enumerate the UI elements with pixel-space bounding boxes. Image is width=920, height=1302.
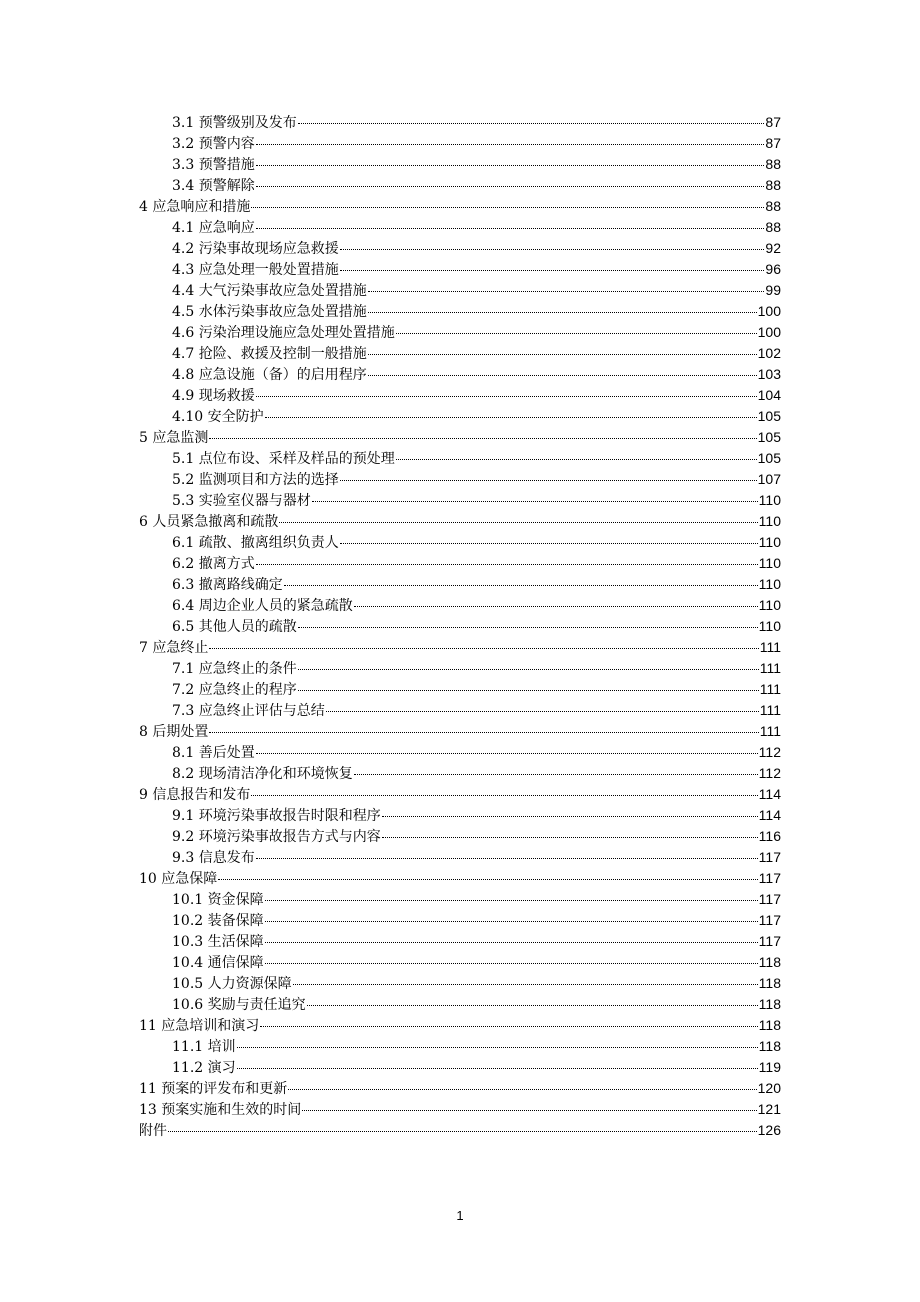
toc-dot-leader xyxy=(260,1026,757,1027)
toc-entry[interactable] xyxy=(139,1036,781,1057)
toc-entry-page: 110 xyxy=(758,618,781,634)
toc-entry[interactable] xyxy=(139,889,781,910)
toc-dot-leader xyxy=(218,879,757,880)
toc-entry[interactable] xyxy=(139,805,781,826)
toc-entry[interactable] xyxy=(139,364,781,385)
toc-entry-title: 6.3 撤离路线确定 xyxy=(172,577,283,593)
toc-entry[interactable] xyxy=(139,847,781,868)
toc-entry-page: 87 xyxy=(765,135,781,151)
toc-dot-leader xyxy=(265,900,758,901)
toc-entry-title: 6.4 周边企业人员的紧急疏散 xyxy=(172,598,353,614)
toc-entry-page: 118 xyxy=(758,954,781,970)
toc-dot-leader xyxy=(209,648,758,649)
toc-entry-title: 9 信息报告和发布 xyxy=(139,787,251,803)
toc-entry-title: 4.4 大气污染事故应急处置措施 xyxy=(172,283,367,299)
toc-entry[interactable] xyxy=(139,238,781,259)
toc-dot-leader xyxy=(251,207,764,208)
toc-entry-title: 11 预案的评发布和更新 xyxy=(139,1081,288,1097)
toc-entry[interactable] xyxy=(139,259,781,280)
toc-dot-leader xyxy=(256,396,757,397)
toc-entry[interactable] xyxy=(139,952,781,973)
toc-entry[interactable] xyxy=(139,910,781,931)
toc-entry-title: 6.2 撤离方式 xyxy=(172,556,255,572)
toc-dot-leader xyxy=(298,123,765,124)
toc-entry[interactable] xyxy=(139,1120,781,1141)
toc-entry-page: 117 xyxy=(758,912,781,928)
toc-dot-leader xyxy=(340,270,765,271)
toc-dot-leader xyxy=(256,144,765,145)
toc-entry-page: 118 xyxy=(758,1038,781,1054)
toc-dot-leader xyxy=(298,690,759,691)
toc-entry[interactable] xyxy=(139,280,781,301)
toc-dot-leader xyxy=(168,1131,757,1132)
toc-entry-title: 4.1 应急响应 xyxy=(172,220,255,236)
toc-entry-title: 4.8 应急设施（备）的启用程序 xyxy=(172,367,367,383)
toc-dot-leader xyxy=(396,459,757,460)
toc-dot-leader xyxy=(298,627,758,628)
toc-dot-leader xyxy=(368,354,757,355)
toc-entry-page: 112 xyxy=(758,765,781,781)
toc-entry-title: 5 应急监测 xyxy=(139,430,209,446)
toc-entry-title: 8.1 善后处置 xyxy=(172,745,255,761)
toc-entry-title: 8 后期处置 xyxy=(139,724,209,740)
toc-entry-page: 116 xyxy=(758,828,781,844)
toc-entry-page: 111 xyxy=(759,702,781,718)
toc-entry-title: 6 人员紧急撤离和疏散 xyxy=(139,514,279,530)
toc-dot-leader xyxy=(382,816,758,817)
toc-dot-leader xyxy=(256,753,758,754)
toc-dot-leader xyxy=(368,291,765,292)
toc-entry[interactable] xyxy=(139,1078,781,1099)
toc-entry-title: 附件 xyxy=(139,1123,167,1139)
toc-entry[interactable] xyxy=(139,700,781,721)
toc-entry-title: 7.2 应急终止的程序 xyxy=(172,682,297,698)
toc-entry-page: 103 xyxy=(757,366,781,382)
toc-dot-leader xyxy=(256,564,758,565)
toc-entry-title: 6.1 疏散、撤离组织负责人 xyxy=(172,535,339,551)
toc-entry[interactable] xyxy=(139,133,781,154)
toc-dot-leader xyxy=(265,921,758,922)
toc-entry-page: 111 xyxy=(759,660,781,676)
toc-dot-leader xyxy=(298,669,759,670)
toc-entry-title: 7 应急终止 xyxy=(139,640,209,656)
table-of-contents xyxy=(139,112,781,1141)
toc-entry[interactable] xyxy=(139,637,781,658)
toc-dot-leader xyxy=(279,522,757,523)
toc-dot-leader xyxy=(237,1068,758,1069)
toc-entry-page: 110 xyxy=(758,513,781,529)
toc-dot-leader xyxy=(265,942,758,943)
toc-entry-title: 4.6 污染治理设施应急处理处置措施 xyxy=(172,325,395,341)
toc-entry[interactable] xyxy=(139,868,781,889)
toc-entry-page: 104 xyxy=(757,387,781,403)
toc-entry-title: 5.1 点位布设、采样及样品的预处理 xyxy=(172,451,395,467)
toc-entry-title: 3.2 预警内容 xyxy=(172,136,255,152)
toc-dot-leader xyxy=(340,543,758,544)
toc-entry-title: 4.9 现场救援 xyxy=(172,388,255,404)
toc-entry-page: 110 xyxy=(758,555,781,571)
toc-dot-leader xyxy=(209,438,756,439)
toc-entry-page: 105 xyxy=(757,408,781,424)
page-number: 1 xyxy=(456,1208,464,1223)
toc-entry-page: 87 xyxy=(765,114,781,130)
toc-entry[interactable] xyxy=(139,763,781,784)
toc-dot-leader xyxy=(265,417,757,418)
toc-entry-page: 110 xyxy=(758,597,781,613)
toc-dot-leader xyxy=(284,585,758,586)
toc-entry-page: 107 xyxy=(757,471,781,487)
toc-entry-page: 114 xyxy=(758,807,781,823)
toc-entry[interactable] xyxy=(139,574,781,595)
toc-entry-title: 13 预案实施和生效的时间 xyxy=(139,1102,302,1118)
toc-entry[interactable] xyxy=(139,994,781,1015)
toc-entry[interactable] xyxy=(139,511,781,532)
toc-entry-title: 4.3 应急处理一般处置措施 xyxy=(172,262,339,278)
toc-entry[interactable] xyxy=(139,322,781,343)
toc-entry-title: 10.3 生活保障 xyxy=(172,934,264,950)
toc-entry-page: 99 xyxy=(765,282,781,298)
toc-entry[interactable] xyxy=(139,784,781,805)
toc-entry-page: 117 xyxy=(758,933,781,949)
toc-entry-title: 7.3 应急终止评估与总结 xyxy=(172,703,325,719)
toc-entry-title: 10 应急保障 xyxy=(139,871,218,887)
toc-entry-page: 114 xyxy=(758,786,781,802)
toc-entry-page: 120 xyxy=(757,1080,781,1096)
toc-entry-title: 9.1 环境污染事故报告时限和程序 xyxy=(172,808,381,824)
toc-entry-title: 3.3 预警措施 xyxy=(172,157,255,173)
toc-entry[interactable] xyxy=(139,343,781,364)
toc-dot-leader xyxy=(265,963,758,964)
toc-entry-title: 11.1 培训 xyxy=(172,1039,236,1055)
toc-entry-title: 5.3 实验室仪器与器材 xyxy=(172,493,311,509)
toc-entry-page: 117 xyxy=(758,849,781,865)
toc-entry-title: 4 应急响应和措施 xyxy=(139,199,251,215)
toc-entry[interactable] xyxy=(139,448,781,469)
toc-dot-leader xyxy=(340,480,757,481)
toc-dot-leader xyxy=(237,1047,758,1048)
toc-dot-leader xyxy=(396,333,757,334)
toc-entry[interactable] xyxy=(139,532,781,553)
toc-entry-page: 110 xyxy=(758,534,781,550)
toc-entry-title: 4.5 水体污染事故应急处置措施 xyxy=(172,304,367,320)
toc-entry[interactable] xyxy=(139,217,781,238)
toc-dot-leader xyxy=(368,375,757,376)
toc-entry[interactable] xyxy=(139,112,781,133)
toc-entry[interactable] xyxy=(139,1015,781,1036)
toc-entry-page: 117 xyxy=(758,870,781,886)
toc-entry-page: 118 xyxy=(758,975,781,991)
toc-dot-leader xyxy=(293,984,758,985)
toc-entry-page: 126 xyxy=(757,1122,781,1138)
toc-entry-title: 4.2 污染事故现场应急救援 xyxy=(172,241,339,257)
toc-entry[interactable] xyxy=(139,154,781,175)
toc-dot-leader xyxy=(209,732,758,733)
toc-dot-leader xyxy=(251,795,757,796)
toc-entry-title: 10.1 资金保障 xyxy=(172,892,264,908)
toc-entry[interactable] xyxy=(139,658,781,679)
toc-entry[interactable] xyxy=(139,196,781,217)
toc-entry-page: 88 xyxy=(765,219,781,235)
toc-entry[interactable] xyxy=(139,931,781,952)
toc-entry-page: 100 xyxy=(757,324,781,340)
toc-entry-page: 119 xyxy=(758,1059,781,1075)
toc-dot-leader xyxy=(256,186,765,187)
toc-dot-leader xyxy=(354,774,758,775)
toc-entry-title: 8.2 现场清洁净化和环境恢复 xyxy=(172,766,353,782)
toc-dot-leader xyxy=(302,1110,756,1111)
toc-entry-page: 88 xyxy=(765,198,781,214)
toc-entry[interactable] xyxy=(139,175,781,196)
toc-entry-title: 11 应急培训和演习 xyxy=(139,1018,260,1034)
toc-entry-title: 5.2 监测项目和方法的选择 xyxy=(172,472,339,488)
toc-entry-page: 105 xyxy=(757,450,781,466)
toc-entry-page: 110 xyxy=(758,576,781,592)
toc-entry-page: 100 xyxy=(757,303,781,319)
toc-entry-title: 4.7 抢险、救援及控制一般措施 xyxy=(172,346,367,362)
toc-entry-page: 110 xyxy=(758,492,781,508)
toc-entry-page: 88 xyxy=(765,156,781,172)
toc-dot-leader xyxy=(307,1005,758,1006)
toc-entry-page: 111 xyxy=(759,639,781,655)
toc-entry-page: 102 xyxy=(757,345,781,361)
toc-entry-title: 9.3 信息发布 xyxy=(172,850,255,866)
toc-dot-leader xyxy=(256,228,765,229)
toc-entry-page: 88 xyxy=(765,177,781,193)
toc-entry-page: 111 xyxy=(759,681,781,697)
toc-dot-leader xyxy=(368,312,757,313)
toc-entry-page: 111 xyxy=(759,723,781,739)
toc-entry[interactable] xyxy=(139,301,781,322)
toc-dot-leader xyxy=(340,249,765,250)
toc-dot-leader xyxy=(256,165,765,166)
toc-entry-page: 118 xyxy=(758,996,781,1012)
toc-dot-leader xyxy=(256,858,758,859)
toc-entry-title: 11.2 演习 xyxy=(172,1060,236,1076)
toc-dot-leader xyxy=(312,501,758,502)
toc-entry[interactable] xyxy=(139,427,781,448)
toc-entry[interactable] xyxy=(139,595,781,616)
toc-dot-leader xyxy=(288,1089,756,1090)
toc-entry-title: 6.5 其他人员的疏散 xyxy=(172,619,297,635)
toc-entry-title: 7.1 应急终止的条件 xyxy=(172,661,297,677)
toc-entry-page: 118 xyxy=(758,1017,781,1033)
toc-dot-leader xyxy=(326,711,759,712)
toc-entry[interactable] xyxy=(139,616,781,637)
toc-entry[interactable] xyxy=(139,721,781,742)
toc-entry[interactable] xyxy=(139,1057,781,1078)
toc-entry[interactable] xyxy=(139,490,781,511)
toc-entry-page: 96 xyxy=(765,261,781,277)
toc-entry[interactable] xyxy=(139,406,781,427)
toc-entry-page: 121 xyxy=(757,1101,781,1117)
toc-entry[interactable] xyxy=(139,826,781,847)
toc-entry[interactable] xyxy=(139,469,781,490)
toc-entry-title: 10.2 装备保障 xyxy=(172,913,264,929)
toc-dot-leader xyxy=(354,606,758,607)
toc-entry-title: 10.6 奖励与责任追究 xyxy=(172,997,306,1013)
toc-entry-title: 3.4 预警解除 xyxy=(172,178,255,194)
toc-entry-title: 3.1 预警级别及发布 xyxy=(172,115,297,131)
toc-entry-title: 10.5 人力资源保障 xyxy=(172,976,292,992)
toc-entry[interactable] xyxy=(139,679,781,700)
toc-dot-leader xyxy=(382,837,758,838)
toc-entry-title: 9.2 环境污染事故报告方式与内容 xyxy=(172,829,381,845)
toc-entry[interactable] xyxy=(139,553,781,574)
toc-entry-page: 92 xyxy=(765,240,781,256)
toc-entry[interactable] xyxy=(139,973,781,994)
toc-entry[interactable] xyxy=(139,385,781,406)
toc-entry-title: 10.4 通信保障 xyxy=(172,955,264,971)
toc-entry[interactable] xyxy=(139,742,781,763)
toc-entry[interactable] xyxy=(139,1099,781,1120)
toc-entry-title: 4.10 安全防护 xyxy=(172,409,264,425)
toc-entry-page: 112 xyxy=(758,744,781,760)
toc-entry-page: 117 xyxy=(758,891,781,907)
toc-entry-page: 105 xyxy=(757,429,781,445)
